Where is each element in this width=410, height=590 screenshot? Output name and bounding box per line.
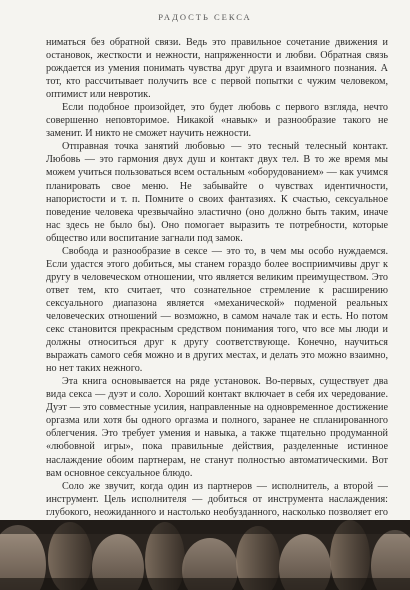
paragraph: ниматься без обратной связи. Ведь это правильное сочетание движения и остановок, жесткости и нежности, напряженности и любви. Обратная связь рождается из умения понимать чувства друг друга и взаимного познания. А тот, кто рассчитывает получить все с первой попытки с чужим человеком, оптимист или невротик.: [46, 37, 388, 101]
body-text: [46, 36, 388, 571]
figures-photo-icon: [0, 520, 410, 590]
paragraph: Соло же звучит, когда один из партнеров — исполнитель, а второй — инструмент. Цель исполнителя — добиться от инструмента наслаждения: глубокого, неожиданного и настолько необузданного, насколько позволяет его: [46, 480, 388, 518]
figures-photo: [0, 520, 410, 590]
paragraph: Отправная точка занятий любовью — это тесный телесный контакт. Любовь — это гармония двух душ и контакт двух тел. В то же время мы можем учиться пользоваться всем остальным «оборудованием» — как учимся планировать свое меню. Не забывайте о чувствах идентичности, напористости и т. п. Помните о своих фантазиях. К счастью, сексуальное поведение человека чрезвычайно эластично (оно должно быть таким, иначе нас здесь не было бы). Оно помогает выразить те потребности, которые общество или воспитание загнали под замок.: [46, 141, 388, 244]
running-head: РАДОСТЬ СЕКСА: [158, 12, 252, 22]
paragraph: Свобода и разнообразие в сексе — это то, в чем мы особо нуждаемся. Если удастся этого добиться, мы станем гораздо более восприимчивы друг к другу в человеческом отношении, что является великим преимуществом. Это ответ тем, кто считает, что сознательное стремление к расширению сексуального диапазона является «механической» подменой реальных человеческих отношений — возможно, в самом начале так и есть. Но потом секс становится прекрасным средством понимания того, что все мы люди и должны относиться друг к другу соответствующе. Конечно, научиться выражать самого себя можно и в других местах, и делать это можно взаимно, но нет таких нежного.: [46, 245, 388, 375]
paragraph: Эта книга основывается на ряде установок. Во-первых, существует два вида секса — дуэт и соло. Хороший контакт включает в себя их чередование. Дуэт — это совместные усилия, направленные на одновременное достижение оргазма или хотя бы одного оргазма и полного, заранее не спланированного облегчения. Это требует умения и навыка, а также тщательно продуманной «любовной игры», пока правильные действия, разделенные истинное наслаждение обоим партнерам, не станут полностью автоматическими. Вот вам основное сексуальное блюдо.: [46, 376, 388, 479]
paragraph: Если подобное произойдет, это будет любовь с первого взгляда, нечто совершенно неповторимое. Никакой «навык» и разнообразие такого не заменит. И никто не сможет научить нежности.: [46, 102, 388, 140]
